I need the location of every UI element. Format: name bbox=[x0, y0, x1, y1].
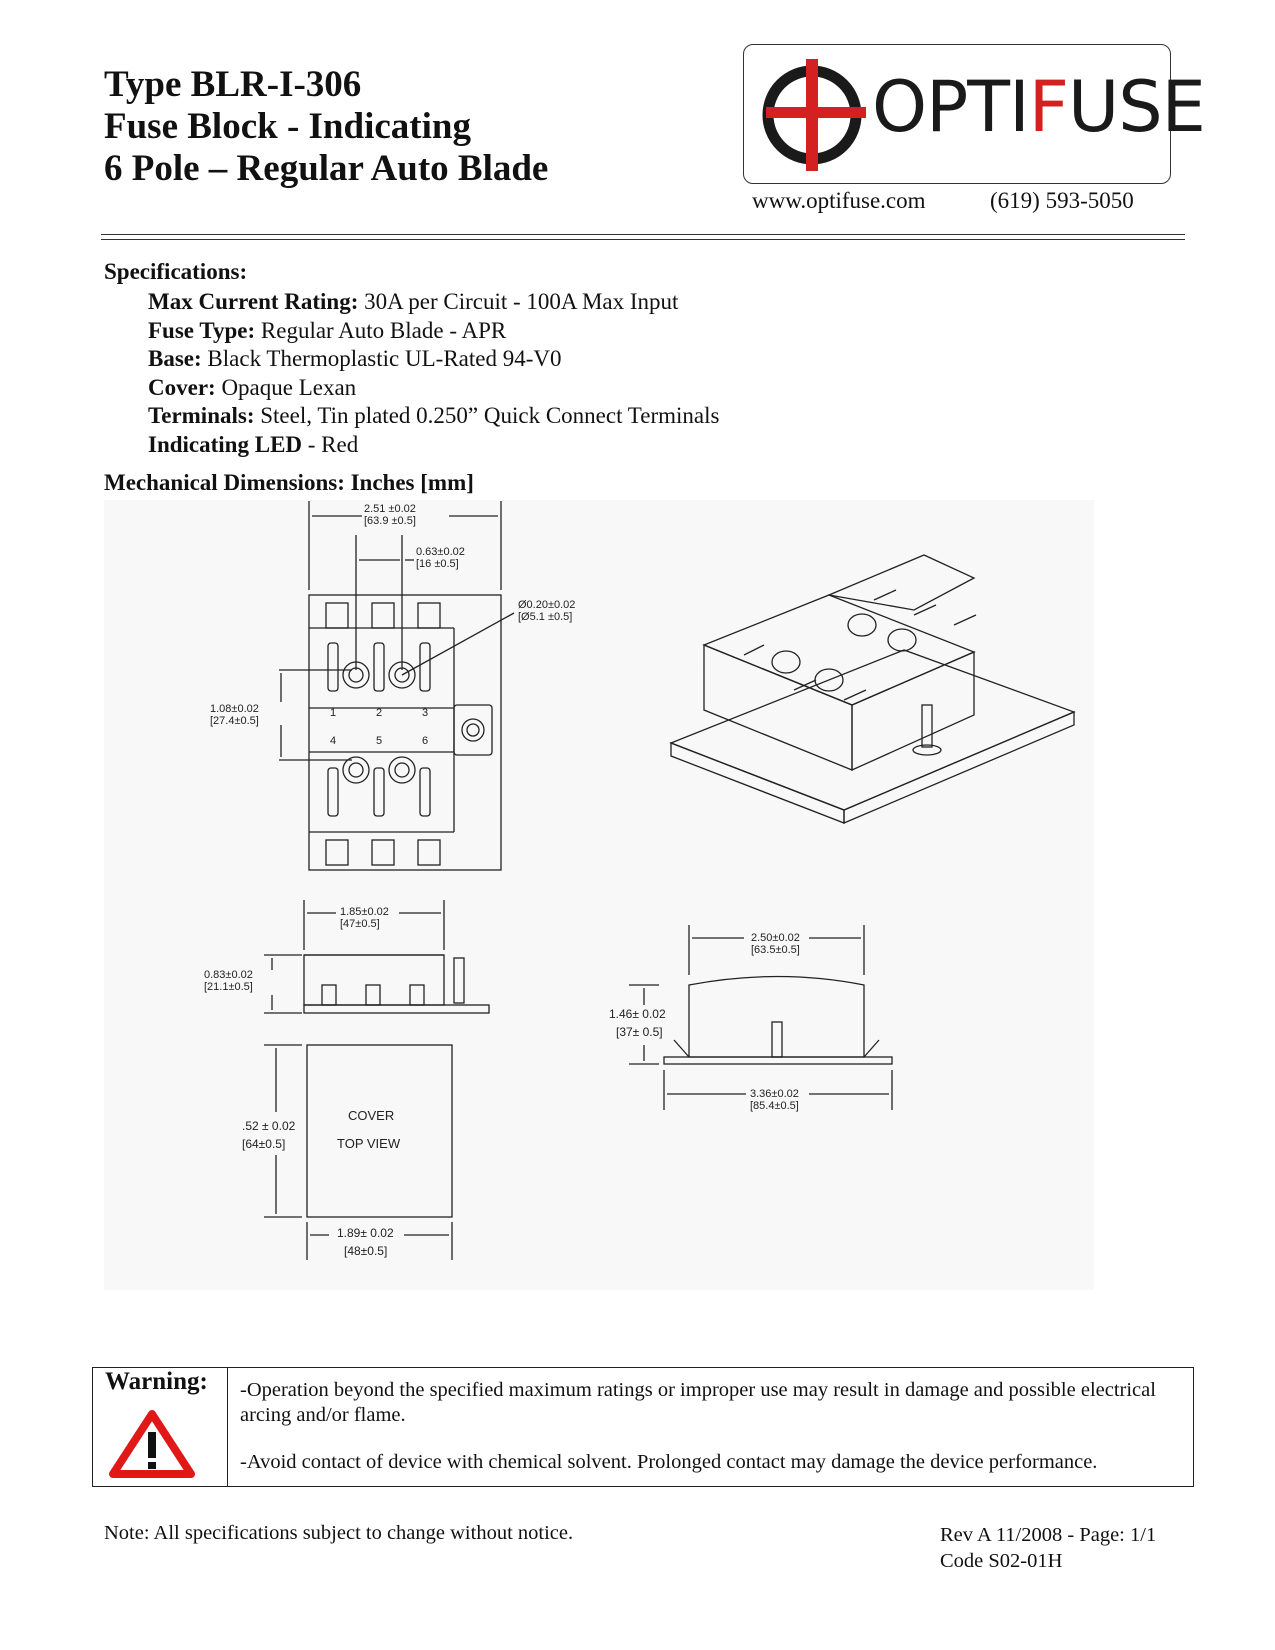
warning-line-2: -Avoid contact of device with chemical solvent. Prolonged contact may damage the device performance. bbox=[240, 1451, 1098, 1473]
spec-label: Base: bbox=[148, 346, 202, 371]
warning-line-1: -Operation beyond the specified maximum ratings or improper use may result in damage and possible electrical arcing and/or flame. bbox=[240, 1379, 1156, 1426]
pole-number-4: 4 bbox=[330, 735, 337, 747]
cover-sublabel: TOP VIEW bbox=[337, 1136, 401, 1151]
dim-end-width-mm: [63.5±0.5] bbox=[751, 944, 800, 956]
isometric-view bbox=[671, 555, 1074, 823]
spec-max-current bbox=[148, 288, 719, 317]
dim-width-top: 2.51 ±0.02 bbox=[364, 503, 416, 515]
dim-hole: Ø0.20±0.02 bbox=[518, 599, 576, 611]
warning-box bbox=[92, 1367, 1194, 1487]
top-view bbox=[279, 501, 514, 870]
spec-label: Terminals: bbox=[148, 403, 255, 428]
spec-label: Max Current Rating: bbox=[148, 289, 359, 314]
dim-end-height-mm: [37± 0.5] bbox=[616, 1025, 663, 1039]
dim-side-width-mm: [47±0.5] bbox=[340, 918, 380, 930]
title-line-1: Type BLR-I-306 bbox=[104, 64, 362, 105]
dim-end-width: 2.50±0.02 bbox=[751, 932, 800, 944]
spec-base bbox=[148, 345, 719, 374]
dim-height: 0.83±0.02 bbox=[204, 969, 253, 981]
dim-cover-length-mm: [64±0.5] bbox=[242, 1137, 286, 1151]
warning-text bbox=[240, 1378, 1180, 1497]
dim-cover-width: 1.89± 0.02 bbox=[337, 1226, 394, 1240]
pole-number-6: 6 bbox=[422, 735, 429, 747]
spec-fuse-type bbox=[148, 317, 719, 346]
dim-base-width: 3.36±0.02 bbox=[750, 1088, 799, 1100]
pole-number-1: 1 bbox=[330, 707, 337, 719]
spec-value: 30A per Circuit - 100A Max Input bbox=[358, 289, 679, 314]
pole-number-2: 2 bbox=[376, 707, 383, 719]
dim-side-width: 1.85±0.02 bbox=[340, 906, 389, 918]
spec-value: Black Thermoplastic UL-Rated 94-V0 bbox=[201, 346, 562, 371]
warning-triangle-icon bbox=[109, 1408, 195, 1478]
side-view-text bbox=[204, 906, 389, 993]
dim-height-mm: [21.1±0.5] bbox=[204, 981, 253, 993]
pole-number-3: 3 bbox=[422, 707, 429, 719]
website-link[interactable]: www.optifuse.com bbox=[752, 188, 926, 213]
spec-value: Opaque Lexan bbox=[215, 374, 357, 400]
footer-note: Note: All specifications subject to change without notice. bbox=[104, 1522, 574, 1544]
dim-cover-length: .52 ± 0.02 bbox=[242, 1119, 296, 1133]
mechanical-drawing-svg bbox=[104, 500, 1094, 1290]
revision-info bbox=[940, 1522, 1156, 1574]
spec-label: Fuse Type: bbox=[148, 317, 256, 343]
title-line-3: 6 Pole – Regular Auto Blade bbox=[104, 148, 549, 189]
revision-line: Rev A 11/2008 - Page: 1/1 bbox=[940, 1524, 1157, 1546]
cover-label: COVER bbox=[348, 1108, 395, 1123]
dim-pitch-mm: [16 ±0.5] bbox=[416, 558, 459, 570]
document-title bbox=[104, 64, 548, 190]
spec-label: Cover: bbox=[148, 374, 216, 400]
optifuse-logo bbox=[743, 44, 1205, 184]
spec-label: Indicating LED bbox=[148, 431, 303, 457]
dim-row-spacing: 1.08±0.02 bbox=[210, 703, 259, 715]
top-view-text bbox=[210, 503, 575, 747]
title-line-2: Fuse Block - Indicating bbox=[104, 106, 471, 147]
dim-pitch: 0.63±0.02 bbox=[416, 546, 465, 558]
header-divider bbox=[101, 234, 1185, 235]
dim-base-width-mm: [85.4±0.5] bbox=[750, 1100, 799, 1112]
warning-label: Warning: bbox=[105, 1368, 208, 1395]
spec-value: Steel, Tin plated 0.250” Quick Connect Terminals bbox=[254, 403, 720, 428]
spec-terminals bbox=[148, 402, 719, 431]
specifications-list bbox=[148, 288, 719, 459]
document-code: Code S02-01H bbox=[940, 1550, 1063, 1572]
specifications-heading: Specifications: bbox=[104, 259, 248, 284]
dim-width-top-mm: [63.9 ±0.5] bbox=[364, 515, 416, 527]
end-view-text bbox=[609, 932, 800, 1112]
dim-cover-width-mm: [48±0.5] bbox=[344, 1244, 388, 1258]
spec-cover bbox=[148, 374, 719, 403]
logo-text-use: USE bbox=[1067, 66, 1205, 148]
spec-indicating-led bbox=[148, 431, 719, 460]
dim-hole-mm: [Ø5.1 ±0.5] bbox=[518, 611, 573, 623]
pole-number-5: 5 bbox=[376, 735, 383, 747]
dim-row-spacing-mm: [27.4±0.5] bbox=[210, 715, 259, 727]
logo-text-f: F bbox=[1028, 66, 1068, 148]
mechanical-drawing bbox=[104, 500, 1094, 1290]
logo-wordmark bbox=[872, 67, 1205, 147]
warning-label-cell bbox=[93, 1368, 228, 1486]
spec-value: Regular Auto Blade - APR bbox=[255, 317, 507, 343]
header-divider-2 bbox=[101, 239, 1185, 240]
mechanical-dimensions-heading: Mechanical Dimensions: Inches [mm] bbox=[104, 470, 474, 495]
logo-mark-icon bbox=[754, 55, 874, 175]
logo-text-opti: OPTI bbox=[872, 66, 1029, 148]
dim-end-height: 1.46± 0.02 bbox=[609, 1007, 666, 1021]
spec-value: - Red bbox=[302, 431, 359, 457]
phone-number: (619) 593-5050 bbox=[990, 188, 1134, 213]
